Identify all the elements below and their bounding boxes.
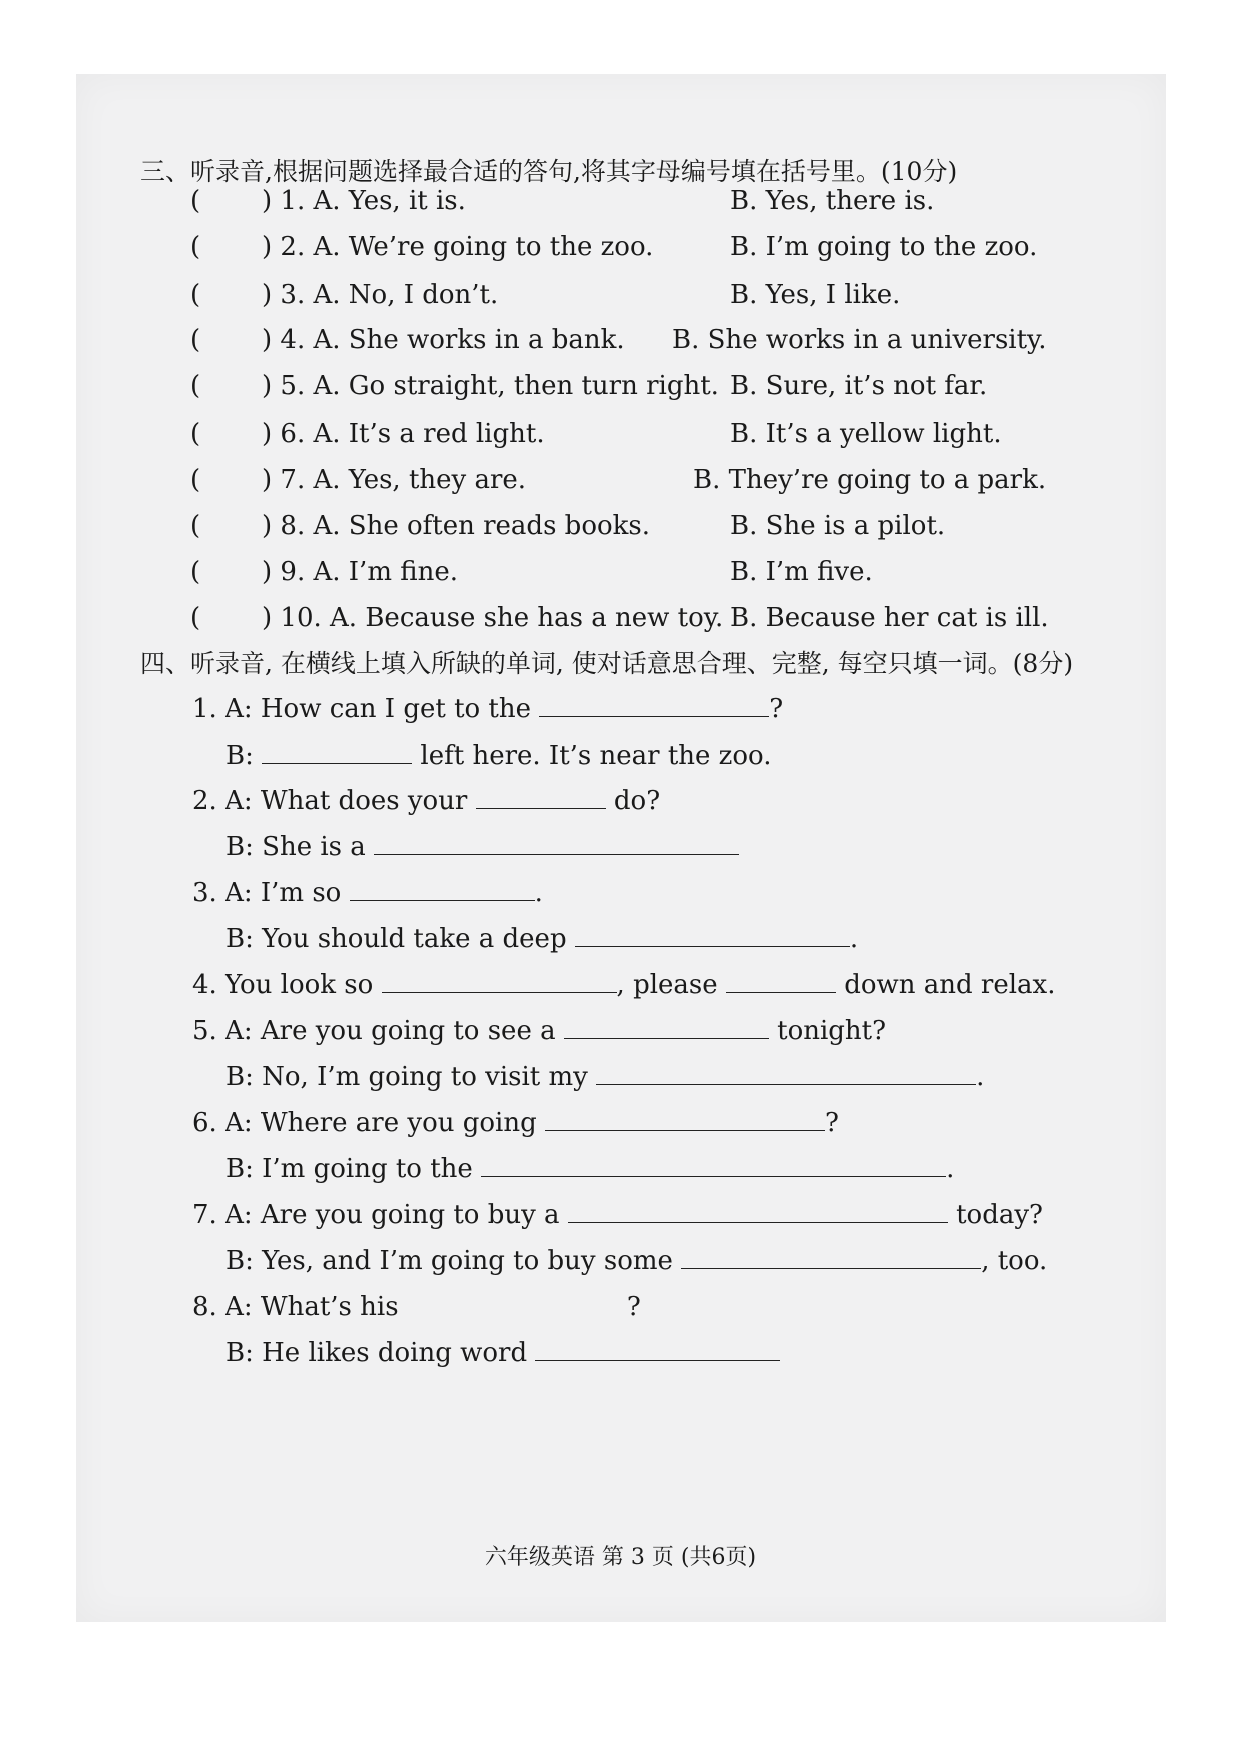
q8-a-end: ? <box>626 1292 641 1322</box>
q4-blank-2[interactable] <box>726 966 836 993</box>
option-b-text: B. Yes, I like. <box>730 280 901 310</box>
q3-a-end: . <box>534 878 543 908</box>
option-a-text: ) 10. A. Because she has a new toy. <box>262 603 724 633</box>
answer-bracket-open[interactable]: ( <box>190 186 201 216</box>
answer-bracket-open[interactable]: ( <box>190 232 201 262</box>
q8-b-text: B: He likes doing word <box>226 1338 528 1368</box>
q8-a-blank[interactable] <box>407 1288 627 1315</box>
q6-a-end: ? <box>825 1108 839 1138</box>
q1-a-text: 1. A: How can I get to the <box>192 694 532 724</box>
q4-blank-1[interactable] <box>382 966 617 993</box>
q3-a-blank[interactable] <box>350 874 535 901</box>
q6-a <box>192 1104 839 1138</box>
option-b-text: B. It’s a yellow light. <box>730 419 1002 449</box>
q6-a-blank[interactable] <box>545 1104 825 1131</box>
q2-a-end: do? <box>613 786 661 816</box>
q3-b-end: . <box>849 924 859 954</box>
q3-a <box>192 874 543 908</box>
q7-a <box>192 1196 1043 1230</box>
q3-b-blank[interactable] <box>575 920 850 947</box>
q2-b-blank[interactable] <box>374 828 739 855</box>
section3-heading: 三、听录音,根据问题选择最合适的答句,将其字母编号填在括号里。(10分) <box>140 157 958 186</box>
option-b-text: B. I’m going to the zoo. <box>730 232 1038 262</box>
q5-b-end: . <box>976 1062 985 1092</box>
q4 <box>192 966 1055 1000</box>
option-b-text: B. They’re going to a park. <box>693 465 1047 495</box>
q8-b-blank[interactable] <box>535 1334 780 1361</box>
answer-bracket-open[interactable]: ( <box>190 603 201 633</box>
q7-b <box>226 1242 1047 1276</box>
option-a-text: ) 3. A. No, I don’t. <box>262 280 499 310</box>
option-a-text: ) 2. A. We’re going to the zoo. <box>262 232 654 262</box>
q1-b <box>226 737 772 771</box>
option-b-text: B. Yes, there is. <box>730 186 935 216</box>
q1-a <box>192 690 783 724</box>
q7-b-blank[interactable] <box>681 1242 981 1269</box>
answer-bracket-open[interactable]: ( <box>190 371 201 401</box>
q1-b-end: left here. It’s near the zoo. <box>420 741 772 771</box>
page-footer: 六年级英语 第 3 页 (共6页) <box>484 1545 757 1570</box>
option-a-text: ) 9. A. I’m fine. <box>262 557 458 587</box>
option-a-text: ) 8. A. She often reads books. <box>262 511 650 541</box>
q7-a-text: 7. A: Are you going to buy a <box>192 1200 560 1230</box>
q1-b-text: B: <box>226 741 254 771</box>
option-b-text: B. I’m five. <box>730 557 873 587</box>
q4-mid: , please <box>616 970 718 1000</box>
answer-bracket-open[interactable]: ( <box>190 511 201 541</box>
answer-bracket-open[interactable]: ( <box>190 465 201 495</box>
q4-end: down and relax. <box>844 970 1056 1000</box>
option-a-text: ) 4. A. She works in a bank. <box>262 325 625 355</box>
q1-b-blank[interactable] <box>262 737 412 764</box>
q1-a-end: ? <box>769 694 784 724</box>
q7-b-end: , too. <box>981 1246 1048 1276</box>
option-a-text: ) 1. A. Yes, it is. <box>262 186 466 216</box>
q6-a-text: 6. A: Where are you going <box>192 1108 537 1138</box>
q3-b <box>226 920 858 954</box>
q2-a <box>192 782 660 816</box>
q8-a <box>192 1288 641 1322</box>
q7-b-text: B: Yes, and I’m going to buy some <box>226 1246 673 1276</box>
q6-b-text: B: I’m going to the <box>226 1154 473 1184</box>
q6-b <box>226 1150 954 1184</box>
q5-b-text: B: No, I’m going to visit my <box>226 1062 588 1092</box>
q7-a-end: today? <box>956 1200 1043 1230</box>
q4-text: 4. You look so <box>192 970 374 1000</box>
answer-bracket-open[interactable]: ( <box>190 557 201 587</box>
q3-a-text: 3. A: I’m so <box>192 878 342 908</box>
q8-b <box>226 1334 780 1368</box>
q5-b-blank[interactable] <box>596 1058 976 1085</box>
q2-b <box>226 828 739 862</box>
q5-a-text: 5. A: Are you going to see a <box>192 1016 556 1046</box>
option-b-text: B. She is a pilot. <box>730 511 946 541</box>
answer-bracket-open[interactable]: ( <box>190 419 201 449</box>
option-a-text: ) 7. A. Yes, they are. <box>262 465 527 495</box>
q1-a-blank[interactable] <box>539 690 769 717</box>
q5-b <box>226 1058 984 1092</box>
option-b-text: B. She works in a university. <box>672 325 1047 355</box>
q7-a-blank[interactable] <box>568 1196 948 1223</box>
option-b-text: B. Sure, it’s not far. <box>730 371 988 401</box>
q2-a-blank[interactable] <box>476 782 606 809</box>
section4-heading: 四、听录音, 在横线上填入所缺的单词, 使对话意思合理、完整, 每空只填一词。(8分) <box>140 649 1074 678</box>
q5-a <box>192 1012 886 1046</box>
option-a-text: ) 6. A. It’s a red light. <box>262 419 545 449</box>
option-a-text: ) 5. A. Go straight, then turn right. <box>262 371 719 401</box>
q5-a-end: tonight? <box>777 1016 887 1046</box>
option-b-text: B. Because her cat is ill. <box>730 603 1049 633</box>
q2-a-text: 2. A: What does your <box>192 786 468 816</box>
q6-b-blank[interactable] <box>481 1150 946 1177</box>
q6-b-end: . <box>946 1154 955 1184</box>
q5-a-blank[interactable] <box>564 1012 769 1039</box>
q8-a-text: 8. A: What’s his <box>192 1292 399 1322</box>
answer-bracket-open[interactable]: ( <box>190 325 201 355</box>
q2-b-text: B: She is a <box>226 832 366 862</box>
q3-b-text: B: You should take a deep <box>226 924 567 954</box>
answer-bracket-open[interactable]: ( <box>190 280 201 310</box>
